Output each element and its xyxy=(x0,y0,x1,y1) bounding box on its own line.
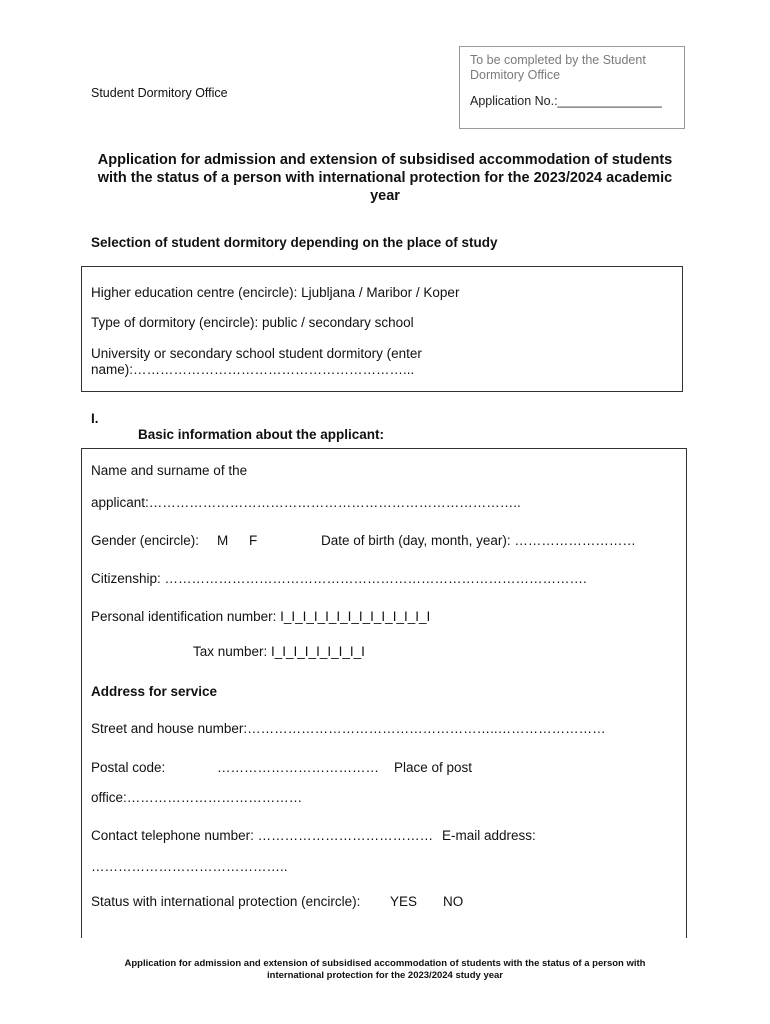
footer-line-2: international protection for the 2023/2024 study year xyxy=(267,970,503,981)
higher-education-field[interactable]: Higher education centre (encircle): Ljubljana / Maribor / Koper xyxy=(91,285,460,300)
date-of-birth-field[interactable]: Date of birth (day, month, year): ……………………… xyxy=(321,533,636,548)
citizenship-field[interactable]: Citizenship: …………………………………………………………………………………. xyxy=(91,571,587,586)
protection-status-label: Status with international protection (encircle): xyxy=(91,894,361,909)
dormitory-name-label: University or secondary school student dormitory (enter xyxy=(91,346,422,361)
dormitory-type-field[interactable]: Type of dormitory (encircle): public / secondary school xyxy=(91,315,414,330)
section-heading: Basic information about the applicant: xyxy=(138,427,385,442)
gender-option-m[interactable]: M xyxy=(217,533,229,548)
postal-code-label: Postal code: xyxy=(91,760,166,775)
selection-heading: Selection of student dormitory depending on the place of study xyxy=(91,235,498,250)
office-label: Student Dormitory Office xyxy=(91,86,228,100)
postal-code-field[interactable]: ……………………………… xyxy=(217,760,379,775)
street-field[interactable]: Street and house number:………………………………………………..…………………… xyxy=(91,721,606,736)
applicant-name-field[interactable]: applicant:……………………………………………………………………….. xyxy=(91,495,521,510)
gender-option-f[interactable]: F xyxy=(249,533,258,548)
gender-label: Gender (encircle): xyxy=(91,533,200,548)
telephone-field[interactable]: Contact telephone number: ………………………………… xyxy=(91,828,434,843)
dormitory-name-field[interactable]: name):……………………………………………………... xyxy=(91,362,415,377)
office-use-box xyxy=(459,46,685,129)
status-yes-option[interactable]: YES xyxy=(390,894,418,909)
personal-id-field[interactable]: Personal identification number: I_I_I_I_I_I_I_I_I_I_I_I_I_I xyxy=(91,609,431,624)
office-use-note: To be completed by the Student Dormitory Office xyxy=(470,53,646,82)
email-field[interactable]: …………………………………….. xyxy=(91,859,288,874)
tax-number-field[interactable]: Tax number: I_I_I_I_I_I_I_I_I xyxy=(193,644,365,659)
status-no-option[interactable]: NO xyxy=(443,894,464,909)
name-label: Name and surname of the xyxy=(91,463,248,478)
application-number-field[interactable]: Application No.:_______________ xyxy=(470,94,662,108)
page-footer xyxy=(85,958,685,982)
footer-line-1: Application for admission and extension of subsidised accommodation of students with the status of a person with xyxy=(124,958,646,969)
email-label: E-mail address: xyxy=(442,828,536,843)
address-heading: Address for service xyxy=(91,684,218,699)
document-title: Application for admission and extension of subsidised accommodation of students with the status of a person with international protection for the 2023/2024 academic year xyxy=(97,152,673,204)
section-numeral: I. xyxy=(91,411,99,426)
place-of-post-label: Place of post xyxy=(394,760,473,775)
post-office-field[interactable]: office:………………………………… xyxy=(91,790,303,805)
